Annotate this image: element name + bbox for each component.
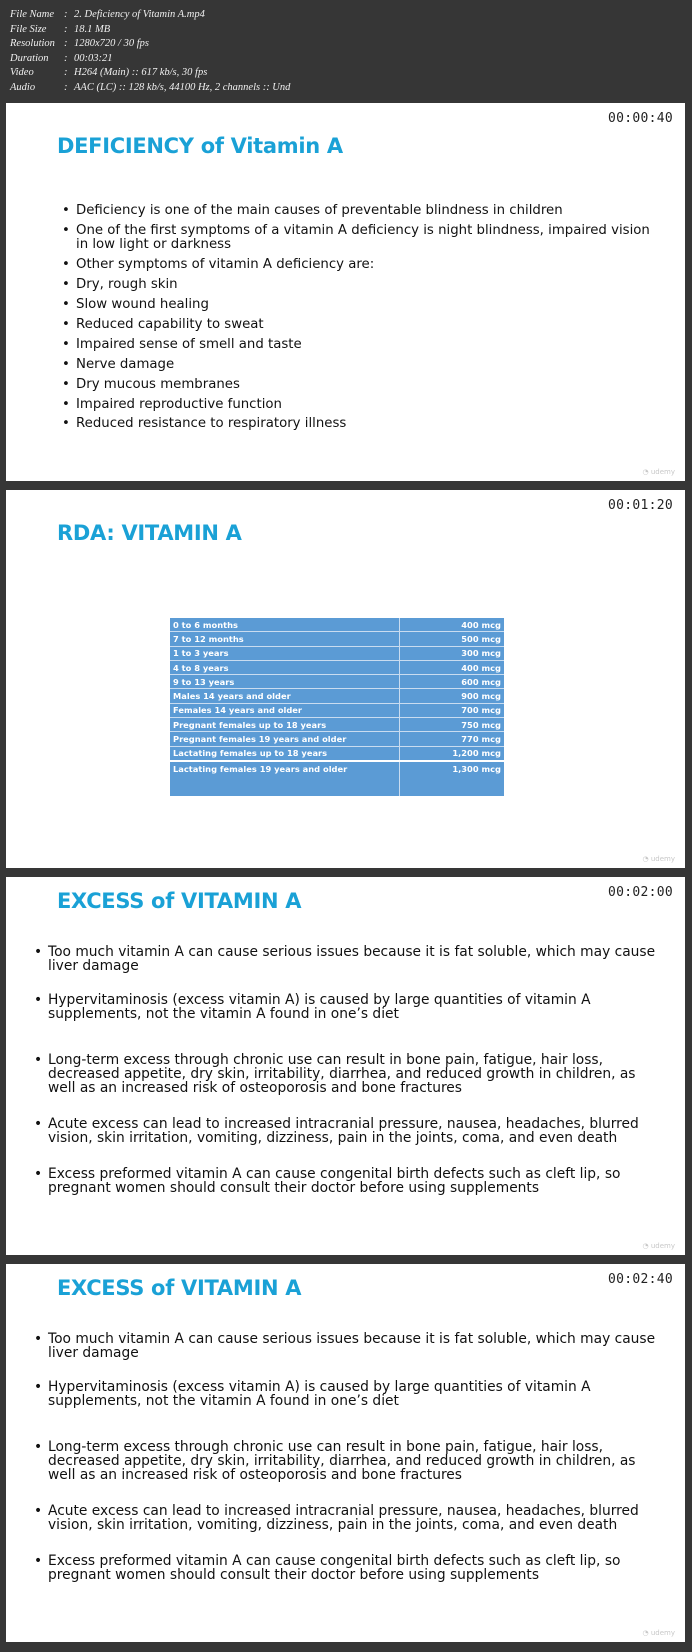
media-info-sep: : (64, 9, 68, 20)
bullet-item: • Excess preformed vitamin A can cause congenital birth defects such as cleft lip, so pregnant women should consult their doctor before using supplements (34, 1167, 664, 1195)
table-row (170, 618, 504, 632)
media-info-value: 1280x720 / 30 fps (74, 38, 149, 50)
media-info-sep: : (64, 23, 68, 35)
table-row (170, 746, 504, 761)
table-spacer-row (170, 776, 504, 796)
media-info-row (10, 66, 682, 81)
table-cell-value: 770 mcg (400, 732, 505, 746)
media-info-key: File Size (10, 23, 47, 35)
media-info-row (10, 23, 682, 38)
bullet-item: • Deficiency is one of the main causes of preventable blindness in children (62, 204, 662, 219)
media-info-row (10, 81, 682, 96)
table-row (170, 675, 504, 689)
watermark-logo: ◔ udemy (642, 1242, 675, 1250)
media-info-key: Audio (10, 81, 36, 93)
table-cell-value: 300 mcg (400, 646, 505, 660)
bullet-item: • Other symptoms of vitamin A deficiency are: (62, 258, 662, 273)
table-cell-group: 1 to 3 years (170, 646, 400, 660)
table-cell-group: 7 to 12 months (170, 632, 400, 646)
media-info-row (10, 8, 682, 23)
table-cell-value: 400 mcg (400, 660, 505, 674)
table-cell-value: 750 mcg (400, 718, 505, 732)
table-cell-value: 900 mcg (400, 689, 505, 703)
media-info-key: Duration (10, 52, 49, 64)
watermark-logo: ◔ udemy (642, 855, 675, 863)
bullet-item: • Dry, rough skin (62, 278, 662, 293)
table-row (170, 660, 504, 674)
media-info-value: 18.1 MB (74, 23, 111, 35)
media-info-header (10, 8, 682, 98)
bullet-item: • Too much vitamin A can cause serious issues because it is fat soluble, which may cause liver damage (34, 1332, 664, 1360)
watermark-logo: ◔ udemy (642, 1629, 675, 1637)
bullet-item: • Long-term excess through chronic use can result in bone pain, fatigue, hair loss, decreased appetite, dry skin, irritability, diarrhea, and reduced growth in children, as well as an increased risk of osteoporosis and bone fractures (34, 1440, 664, 1482)
media-info-value: AAC (LC) :: 128 kb/s, 44100 Hz, 2 channels :: Und (74, 81, 291, 93)
bullet-item: • Acute excess can lead to increased intracranial pressure, nausea, headaches, blurred vision, skin irritation, vomiting, dizziness, pain in the joints, coma, and even death (34, 1504, 664, 1532)
table-cell-value: 400 mcg (400, 618, 505, 632)
table-cell-group: 4 to 8 years (170, 660, 400, 674)
bullet-list (62, 204, 662, 437)
media-info-sep: : (64, 52, 68, 64)
bullet-list (34, 945, 664, 1195)
bullet-item: • Impaired sense of smell and taste (62, 338, 662, 353)
media-info-value: 00:03:21 (74, 52, 113, 64)
video-frame-thumbnail (6, 877, 685, 1255)
media-info-sep: : (64, 67, 68, 79)
table-cell-value: 500 mcg (400, 632, 505, 646)
bullet-item: • Hypervitaminosis (excess vitamin A) is caused by large quantities of vitamin A supplements, not the vitamin A found in one’s diet (34, 1380, 664, 1408)
table-row (170, 761, 504, 776)
slide-title: RDA: VITAMIN A (57, 521, 242, 545)
table-cell-group: Males 14 years and older (170, 689, 400, 703)
table-cell-group: Pregnant females 19 years and older (170, 732, 400, 746)
media-info-row (10, 52, 682, 67)
table-row (170, 732, 504, 746)
table-cell-group: Pregnant females up to 18 years (170, 718, 400, 732)
table-row (170, 703, 504, 717)
slide-title: DEFICIENCY of Vitamin A (57, 134, 343, 158)
table-cell-value: 600 mcg (400, 675, 505, 689)
table-row (170, 689, 504, 703)
rda-table (170, 618, 504, 796)
bullet-item: • Too much vitamin A can cause serious issues because it is fat soluble, which may cause liver damage (34, 945, 664, 973)
table-cell-group: Females 14 years and older (170, 703, 400, 717)
table-spacer-cell (170, 776, 400, 796)
bullet-item: • Long-term excess through chronic use can result in bone pain, fatigue, hair loss, decreased appetite, dry skin, irritability, diarrhea, and reduced growth in children, as well as an increased risk of osteoporosis and bone fractures (34, 1053, 664, 1095)
table-cell-group: 0 to 6 months (170, 618, 400, 632)
bullet-item: • Impaired reproductive function (62, 398, 662, 413)
video-frame-thumbnail (6, 490, 685, 868)
table-row (170, 646, 504, 660)
frame-timestamp: 00:02:40 (607, 1272, 673, 1287)
slide-title: EXCESS of VITAMIN A (57, 1276, 302, 1300)
media-info-value: 2. Deficiency of Vitamin A.mp4 (74, 9, 205, 20)
bullet-item: • Slow wound healing (62, 298, 662, 313)
video-frame-thumbnail (6, 103, 685, 481)
table-row (170, 718, 504, 732)
bullet-item: • Excess preformed vitamin A can cause congenital birth defects such as cleft lip, so pregnant women should consult their doctor before using supplements (34, 1554, 664, 1582)
table-row (170, 632, 504, 646)
slide-title: EXCESS of VITAMIN A (57, 889, 302, 913)
bullet-item: • Dry mucous membranes (62, 378, 662, 393)
bullet-item: • Reduced resistance to respiratory illness (62, 417, 662, 432)
table-cell-group: Lactating females 19 years and older (173, 763, 348, 774)
table-spacer-cell (400, 776, 505, 796)
media-info-key: Resolution (10, 38, 55, 50)
media-info-value: H264 (Main) :: 617 kb/s, 30 fps (74, 67, 208, 79)
media-info-row (10, 37, 682, 52)
table-cell-group: Lactating females up to 18 years (170, 746, 400, 761)
bullet-item: • Nerve damage (62, 358, 662, 373)
media-info-sep: : (64, 38, 68, 50)
bullet-item: • Hypervitaminosis (excess vitamin A) is caused by large quantities of vitamin A supplements, not the vitamin A found in one’s diet (34, 993, 664, 1021)
bullet-item: • One of the first symptoms of a vitamin A deficiency is night blindness, impaired vision in low light or darkness (62, 224, 662, 253)
bullet-item: • Reduced capability to sweat (62, 318, 662, 333)
table-cell-value: 700 mcg (400, 703, 505, 717)
watermark-logo: ◔ udemy (642, 468, 675, 476)
frame-timestamp: 00:01:20 (607, 498, 673, 513)
media-info-key: Video (10, 67, 34, 79)
frame-timestamp: 00:02:00 (607, 885, 673, 900)
bullet-list (34, 1332, 664, 1582)
table-cell-group: 9 to 13 years (170, 675, 400, 689)
table-cell-value: 1,200 mcg (400, 746, 505, 761)
media-info-key: File Name (10, 9, 55, 20)
video-frame-thumbnail (6, 1264, 685, 1642)
frame-timestamp: 00:00:40 (607, 111, 673, 126)
media-info-sep: : (64, 81, 68, 93)
table-cell-value: 1,300 mcg (400, 761, 505, 776)
bullet-item: • Acute excess can lead to increased intracranial pressure, nausea, headaches, blurred vision, skin irritation, vomiting, dizziness, pain in the joints, coma, and even death (34, 1117, 664, 1145)
